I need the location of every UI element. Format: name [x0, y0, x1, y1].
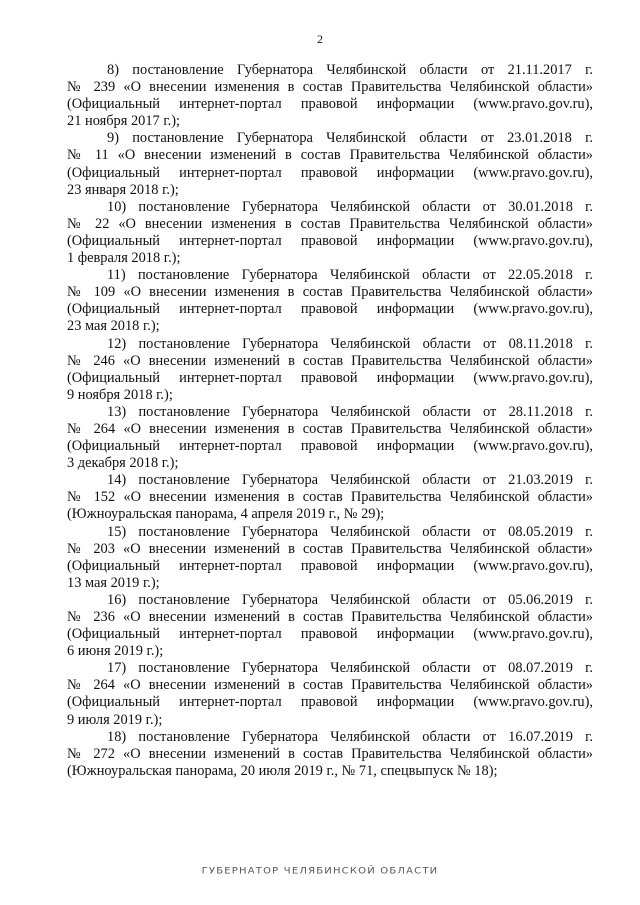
list-item-line: 9 июля 2019 г.);: [67, 711, 163, 728]
list-item-line: (Официальный интернет-портал правовой информации (www.pravo.gov.ru),: [67, 301, 593, 318]
list-item-line: 21 ноября 2017 г.);: [67, 113, 181, 130]
list-item-line: 23 мая 2018 г.);: [67, 318, 160, 335]
list-item: [67, 472, 593, 523]
list-item: [67, 267, 593, 335]
list-item: [67, 130, 593, 198]
list-item-line: (Официальный интернет-портал правовой информации (www.pravo.gov.ru),: [67, 164, 593, 181]
list-item-line: 9 ноября 2018 г.);: [67, 386, 173, 403]
list-item: [67, 660, 593, 728]
list-item-line: 16) постановление Губернатора Челябинской области от 05.06.2019 г.: [107, 591, 593, 608]
list-item-line: 14) постановление Губернатора Челябинской области от 21.03.2019 г.: [107, 472, 593, 489]
list-item-line: 8) постановление Губернатора Челябинской области от 21.11.2017 г.: [107, 62, 593, 78]
document-body: [67, 62, 593, 780]
list-item-line: (Официальный интернет-портал правовой информации (www.pravo.gov.ru),: [67, 694, 593, 711]
list-item-line: 17) постановление Губернатора Челябинской области от 08.07.2019 г.: [107, 660, 593, 677]
list-item-line: № 246 «О внесении изменений в состав Правительства Челябинской области»: [67, 352, 593, 369]
list-item-line: (Официальный интернет-портал правовой информации (www.pravo.gov.ru),: [67, 438, 593, 455]
list-item-line: (Официальный интернет-портал правовой информации (www.pravo.gov.ru),: [67, 626, 593, 643]
page-number: 2: [317, 32, 323, 46]
list-item-line: 10) постановление Губернатора Челябинской области от 30.01.2018 г.: [107, 198, 593, 215]
list-item-line: (Официальный интернет-портал правовой информации (www.pravo.gov.ru),: [67, 96, 593, 113]
list-item: [67, 336, 593, 404]
list-item-line: № 152 «О внесении изменения в состав Правительства Челябинской области»: [67, 489, 593, 506]
list-item-line: № 22 «О внесении изменения в состав Правительства Челябинской области»: [67, 215, 593, 232]
list-item-line: № 264 «О внесении изменения в состав Правительства Челябинской области»: [67, 420, 593, 437]
list-item: [67, 199, 593, 267]
list-item-line: 3 декабря 2018 г.);: [67, 455, 179, 472]
list-item-line: № 236 «О внесении изменений в состав Правительства Челябинской области»: [67, 609, 593, 625]
list-item-line: № 109 «О внесении изменения в состав Правительства Челябинской области»: [67, 284, 593, 301]
list-item-line: № 239 «О внесении изменения в состав Правительства Челябинской области»: [67, 79, 593, 96]
list-item-line: № 272 «О внесении изменений в состав Правительства Челябинской области»: [67, 745, 593, 762]
list-item-line: 18) постановление Губернатора Челябинской области от 16.07.2019 г.: [107, 728, 593, 745]
list-item-line: (Южноуральская панорама, 4 апреля 2019 г., № 29);: [67, 506, 385, 523]
list-item: [67, 592, 593, 660]
list-item-line: (Официальный интернет-портал правовой информации (www.pravo.gov.ru),: [67, 232, 593, 249]
list-item: [67, 524, 593, 592]
list-item: [67, 404, 593, 472]
list-item-line: 9) постановление Губернатора Челябинской области от 23.01.2018 г.: [107, 130, 593, 147]
list-item-line: № 203 «О внесении изменений в состав Правительства Челябинской области»: [67, 540, 593, 557]
list-item-line: (Южноуральская панорама, 20 июля 2019 г., № 71, спецвыпуск № 18);: [67, 762, 498, 779]
list-item-line: (Официальный интернет-портал правовой информации (www.pravo.gov.ru),: [67, 369, 593, 386]
list-item-line: 23 января 2018 г.);: [67, 181, 179, 198]
list-item-line: № 11 «О внесении изменений в состав Правительства Челябинской области»: [67, 147, 593, 164]
list-item-line: 1 февраля 2018 г.);: [67, 250, 181, 267]
list-item-line: 12) постановление Губернатора Челябинской области от 08.11.2018 г.: [107, 335, 593, 352]
list-item-line: № 264 «О внесении изменений в состав Правительства Челябинской области»: [67, 677, 593, 694]
list-item: [67, 62, 593, 130]
list-item: [67, 729, 593, 780]
footer-watermark: ГУБЕРНАТОР ЧЕЛЯБИНСКОЙ ОБЛАСТИ: [201, 866, 439, 877]
list-item-line: 6 июня 2019 г.);: [67, 643, 164, 660]
list-item-line: 13 мая 2019 г.);: [67, 574, 160, 591]
list-item-line: 15) постановление Губернатора Челябинской области от 08.05.2019 г.: [107, 523, 593, 540]
list-item-line: (Официальный интернет-портал правовой информации (www.pravo.gov.ru),: [67, 557, 593, 574]
list-item-line: 13) постановление Губернатора Челябинской области от 28.11.2018 г.: [107, 403, 593, 420]
list-item-line: 11) постановление Губернатора Челябинской области от 22.05.2018 г.: [107, 267, 593, 284]
